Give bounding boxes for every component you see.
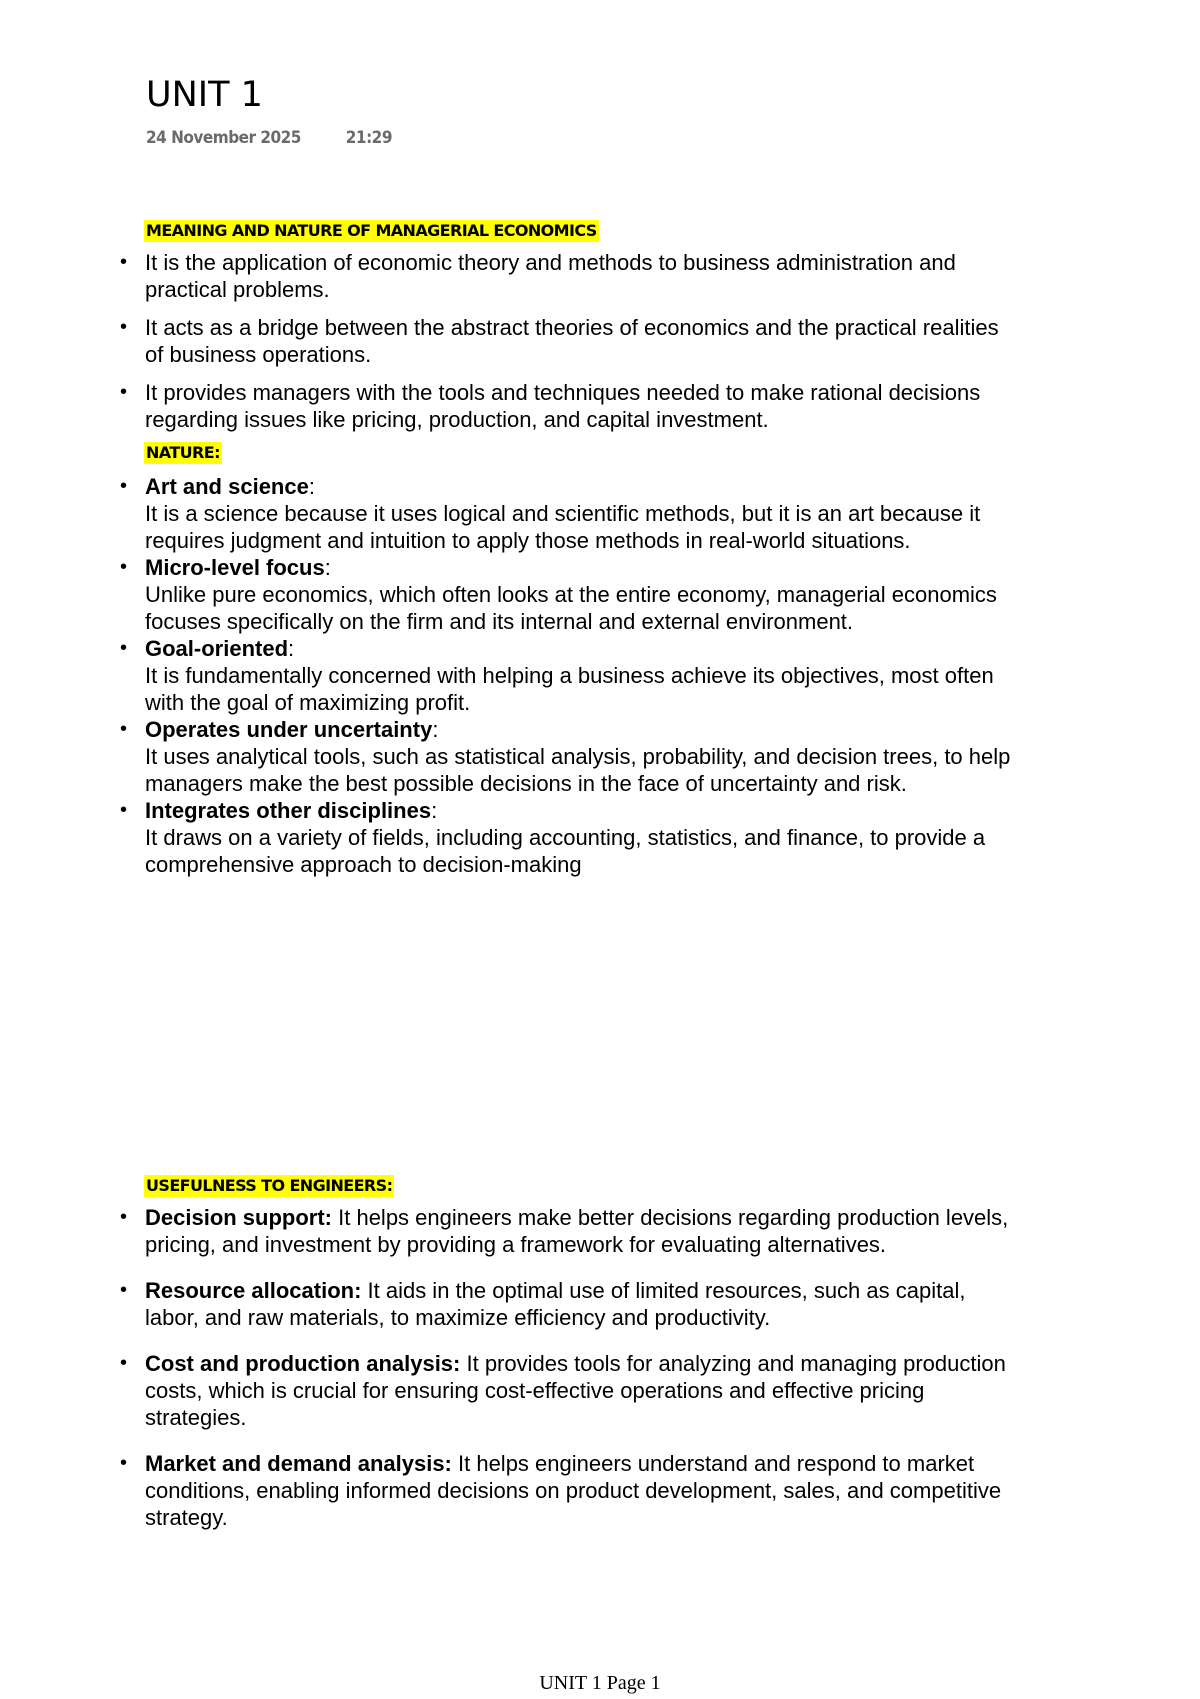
list-item: • It is the application of economic theory and methods to business administration and practical problems.	[145, 249, 1015, 303]
nature-item-desc: It is fundamentally concerned with helping a business achieve its objectives, most often with the goal of maximizing profit.	[145, 663, 994, 715]
meaning-list	[145, 249, 1015, 433]
nature-item-head: Micro-level focus	[145, 555, 325, 580]
list-item	[145, 473, 1015, 554]
usefulness-list	[145, 1204, 1015, 1550]
page-meta	[146, 128, 392, 148]
list-item: • It provides managers with the tools and techniques needed to make rational decisions regarding issues like pricing, production, and capital investment.	[145, 379, 1015, 433]
section-heading-nature: NATURE:	[146, 443, 220, 462]
nature-item-head: Art and science	[145, 474, 309, 499]
nature-item-sep: :	[432, 717, 439, 742]
list-item	[145, 1450, 1015, 1531]
list-item	[145, 797, 1015, 878]
usefulness-item-lead: Resource allocation:	[145, 1278, 362, 1303]
page-time: 21:29	[345, 128, 392, 148]
nature-item-desc: It is a science because it uses logical and scientific methods, but it is an art because it requires judgment and intuition to apply those methods in real-world situations.	[145, 501, 981, 553]
usefulness-item-lead: Market and demand analysis:	[145, 1451, 452, 1476]
nature-item-head: Operates under uncertainty	[145, 717, 433, 742]
section-heading-usefulness: USEFULNESS TO ENGINEERS:	[146, 1176, 393, 1195]
list-item	[145, 1204, 1015, 1258]
list-item	[145, 716, 1015, 797]
usefulness-item-text: It provides tools for analyzing and managing production costs, which is crucial for ensuring cost-effective operations and effective pricing strategies.	[145, 1351, 1006, 1430]
nature-item-desc: It draws on a variety of fields, including accounting, statistics, and finance, to provide a comprehensive approach to decision-making	[145, 825, 986, 877]
usefulness-item-lead: Decision support:	[145, 1205, 333, 1230]
nature-list	[145, 473, 1015, 878]
page-date: 24 November 2025	[146, 128, 301, 148]
usefulness-item-text: It helps engineers make better decisions regarding production levels, pricing, and investment by providing a framework for evaluating alternatives.	[145, 1205, 1009, 1257]
usefulness-item-lead: Cost and production analysis:	[145, 1351, 461, 1376]
nature-item-desc: It uses analytical tools, such as statistical analysis, probability, and decision trees, to help managers make the best possible decisions in the face of uncertainty and risk.	[145, 744, 1011, 796]
nature-item-sep: :	[308, 474, 315, 499]
nature-item-desc: Unlike pure economics, which often looks at the entire economy, managerial economics focuses specifically on the firm and its internal and external environment.	[145, 582, 997, 634]
nature-item-sep: :	[288, 636, 295, 661]
page-title: UNIT 1	[146, 75, 263, 115]
list-item	[145, 1350, 1015, 1431]
usefulness-item-text: It aids in the optimal use of limited resources, such as capital, labor, and raw materials, to maximize efficiency and productivity.	[145, 1278, 966, 1330]
list-item	[145, 635, 1015, 716]
page-footer: UNIT 1 Page 1	[539, 1672, 661, 1694]
nature-item-head: Integrates other disciplines	[145, 798, 432, 823]
nature-item-head: Goal-oriented	[145, 636, 289, 661]
list-item: • It acts as a bridge between the abstract theories of economics and the practical realities of business operations.	[145, 314, 1015, 368]
nature-item-sep: :	[431, 798, 438, 823]
nature-item-sep: :	[324, 555, 331, 580]
list-item	[145, 1277, 1015, 1331]
list-item	[145, 554, 1015, 635]
usefulness-item-text: It helps engineers understand and respond to market conditions, enabling informed decisions on product development, sales, and competitive strategy.	[145, 1451, 1002, 1530]
section-heading-meaning: MEANING AND NATURE OF MANAGERIAL ECONOMICS	[146, 221, 597, 240]
